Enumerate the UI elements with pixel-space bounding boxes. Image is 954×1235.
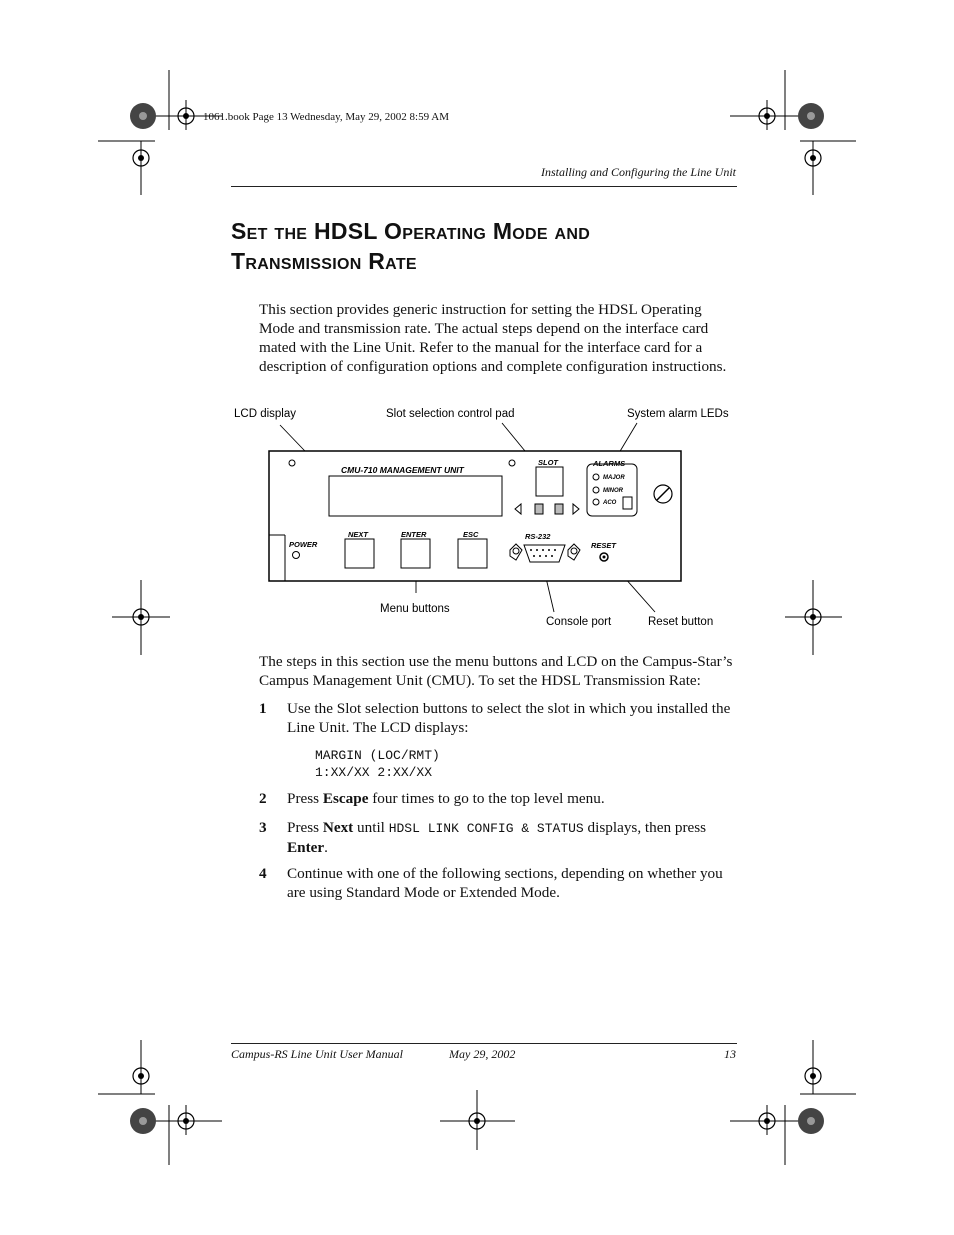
panel-slot-label: SLOT	[538, 458, 558, 467]
footer-manual-title: Campus-RS Line Unit User Manual	[231, 1047, 403, 1061]
panel-unit-label: CMU-710 MANAGEMENT UNIT	[341, 465, 464, 475]
key-next: Next	[322, 819, 354, 836]
step-text: Press Escape four times to go to the top level menu.	[287, 790, 605, 807]
callout-menu-buttons: Menu buttons	[380, 603, 450, 615]
callout-reset-button: Reset button	[648, 616, 714, 628]
key-enter: Enter	[287, 839, 325, 856]
footer-rule	[231, 1043, 737, 1044]
step-number: 1	[259, 700, 267, 717]
callout-slot-pad: Slot selection control pad	[386, 408, 515, 420]
header-rule	[231, 186, 737, 187]
menu-item-code: HDSL LINK CONFIG & STATUS	[388, 821, 584, 836]
lcd-screen	[329, 476, 502, 516]
panel-next-label: NEXT	[348, 530, 369, 539]
step-number: 2	[259, 790, 267, 807]
callout-lcd-display: LCD display	[234, 408, 296, 420]
cmu-panel-figure	[225, 400, 745, 635]
callout-console-port: Console port	[546, 616, 612, 628]
step-text: Use the Slot selection buttons to select the slot in which you installed the Line Unit. The LCD displays:	[287, 700, 731, 736]
panel-esc-label: ESC	[463, 530, 479, 539]
panel-alarms-label: ALARMS	[593, 459, 626, 468]
callout-alarm-leds: System alarm LEDs	[627, 408, 729, 420]
footer-date: May 29, 2002	[449, 1047, 516, 1061]
panel-rs232-label: RS-232	[525, 532, 551, 541]
section-title-line1: Set the HDSL Operating Mode and	[231, 218, 591, 244]
lcd-output	[315, 747, 440, 781]
section-title-line2: Transmission Rate	[231, 248, 417, 274]
running-head: Installing and Configuring the Line Unit	[540, 165, 736, 179]
step-number: 4	[259, 865, 267, 882]
panel-aco-label: ACO	[603, 500, 617, 506]
slot-display	[536, 467, 563, 496]
step-text: Press Next until HDSL LINK CONFIG & STATUS displays, then press Enter.	[287, 819, 707, 856]
panel-reset-label: RESET	[591, 541, 617, 550]
print-slug: 1061.book Page 13 Wednesday, May 29, 2002 8:59 AM	[203, 111, 449, 123]
panel-enter-label: ENTER	[401, 530, 427, 539]
key-escape: Escape	[322, 790, 369, 807]
step-number: 3	[259, 819, 267, 836]
panel-minor-label: MINOR	[603, 488, 623, 494]
lcd-output-line1: MARGIN (LOC/RMT)	[315, 748, 440, 763]
panel-major-label: MAJOR	[603, 475, 625, 481]
section-title	[231, 216, 751, 276]
steps-intro: The steps in this section use the menu buttons and LCD on the Campus-Star’s Campus Management Unit (CMU). To set the HDSL Transmission Rate:	[259, 653, 733, 689]
lcd-output-line2: 1:XX/XX 2:XX/XX	[315, 765, 433, 780]
panel-power-label: POWER	[289, 540, 318, 549]
intro-paragraph: This section provides generic instruction for setting the HDSL Operating Mode and transmission rate. The actual steps depend on the interface card mated with the Line Unit. Refer to the manual for the interface card for a description of configuration options and complete configuration instructions.	[259, 301, 727, 375]
page-number: 13	[724, 1047, 736, 1061]
step-text: Continue with one of the following sections, depending on whether you are using Standard Mode or Extended Mode.	[287, 865, 723, 901]
